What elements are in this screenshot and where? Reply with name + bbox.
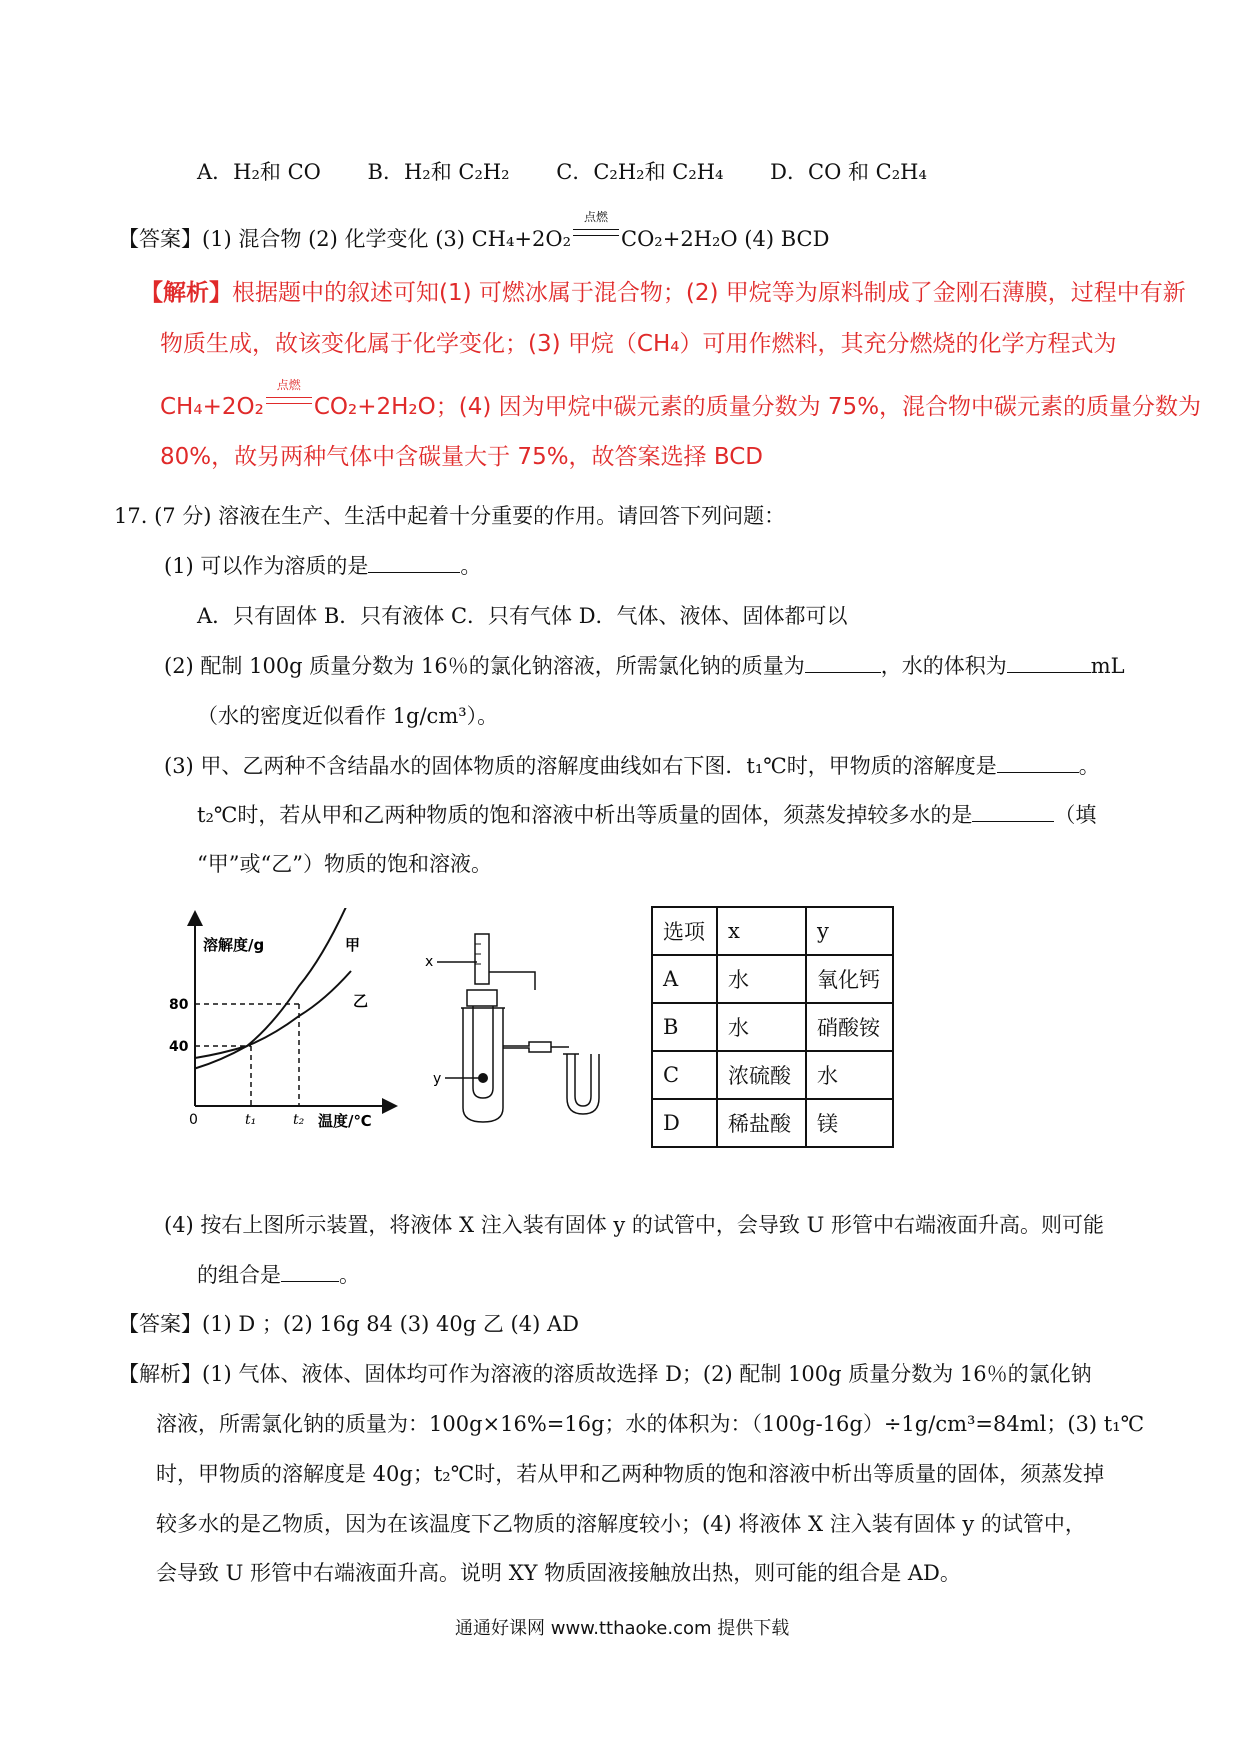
q17-part3-b	[197, 803, 1096, 828]
table-cell: 氧化钙	[806, 955, 893, 1003]
side-arm	[489, 972, 535, 990]
analysis-tag: 【解析】	[140, 280, 232, 306]
q16-answer	[118, 210, 830, 252]
reaction-condition: 点燃	[276, 378, 301, 392]
table-header-row	[652, 907, 893, 955]
table-cell: D	[652, 1099, 717, 1147]
table-row	[652, 1003, 893, 1051]
table-cell: 硝酸铵	[806, 1003, 893, 1051]
x-axis-label: 温度/℃	[318, 1112, 372, 1128]
answer-text-1: (1) 混合物 (2) 化学变化 (3) CH₄+2O₂	[202, 227, 572, 251]
answer-blank	[972, 803, 1054, 822]
answer-text: (1) D ；(2) 16g 84 (3) 40g 乙 (4) AD	[202, 1312, 579, 1336]
table-row	[652, 955, 893, 1003]
part1-end: 。	[460, 554, 482, 578]
q16-analysis-line-1	[140, 280, 1186, 308]
reaction-arrow	[571, 210, 621, 246]
table-cell: 镁	[806, 1099, 893, 1147]
y-axis-label: 溶解度/g	[203, 936, 265, 954]
q16-analysis-line-2: 物质生成，故该变化属于化学变化；(3) 甲烷（CH₄）可用作燃料，其充分燃烧的化学方程式为	[160, 331, 1117, 357]
q17-part3-c: “甲”或“乙”）物质的饱和溶液。	[197, 852, 492, 876]
answer-blank	[368, 554, 460, 573]
answer-text-2: CO₂+2H₂O (4) BCD	[621, 227, 830, 251]
answer-blank	[997, 754, 1079, 773]
dropper-funnel	[475, 934, 489, 984]
equation-left: CH₄+2O₂	[160, 394, 264, 420]
page-footer: 通通好课网 www.tthaoke.com 提供下载	[455, 1618, 790, 1639]
origin-label: 0	[189, 1112, 198, 1128]
u-tube	[567, 1054, 599, 1114]
q17-part4-b	[197, 1263, 360, 1288]
part2-text-a: (2) 配制 100g 质量分数为 16％的氯化钠溶液，所需氯化钠的质量为	[164, 654, 805, 678]
reaction-arrow	[264, 378, 314, 414]
x-label: x	[425, 954, 434, 970]
analysis-text: (1) 气体、液体、固体均可作为溶液的溶质故选择 D；(2) 配制 100g 质量分数为 16％的氯化钠	[202, 1362, 1092, 1386]
q16-analysis-line-3	[160, 378, 1202, 422]
q17-part3	[164, 754, 1100, 779]
table-cell: C	[652, 1051, 717, 1099]
q16-option-b: B．H₂和 C₂H₂	[367, 160, 510, 184]
y-tick-40: 40	[169, 1039, 189, 1055]
analysis-text: 根据题中的叙述可知(1) 可燃冰属于混合物；(2) 甲烷等为原料制成了金刚石薄膜，过程中有新	[232, 280, 1186, 306]
table-cell: 水	[717, 1003, 806, 1051]
outer-test-tube	[463, 1008, 503, 1122]
table-cell: 稀盐酸	[717, 1099, 806, 1147]
table-cell: B	[652, 1003, 717, 1051]
q17-analysis-line-3: 时，甲物质的溶解度是 40g；t₂℃时，若从甲和乙两种物质的饱和溶液中析出等质量的固体，须蒸发掉	[156, 1462, 1105, 1486]
x-tick-t1: t₁	[245, 1112, 257, 1128]
table-header-cell: 选项	[652, 907, 717, 955]
part1-text: (1) 可以作为溶质的是	[164, 554, 369, 578]
part4-end: 。	[339, 1263, 360, 1287]
series-label-yi: 乙	[353, 992, 369, 1010]
answer-blank	[281, 1263, 339, 1282]
part3-end-a: 。	[1078, 754, 1100, 778]
part4-text-b: 的组合是	[197, 1263, 281, 1287]
equation-right: CO₂+2H₂O；(4) 因为甲烷中碳元素的质量分数为 75%，混合物中碳元素的质量分数为	[313, 394, 1202, 420]
q17-part2	[164, 654, 1125, 679]
q16-options	[197, 160, 927, 185]
part3-end-b: （填	[1054, 803, 1097, 827]
q17-part4: (4) 按右上图所示装置，将液体 X 注入装有固体 y 的试管中，会导致 U 形管中右端液面升高。则可能	[164, 1213, 1104, 1237]
series-label-jia: 甲	[345, 936, 361, 954]
q17-analysis-line-5: 会导致 U 形管中右端液面升高。说明 XY 物质固液接触放出热，则可能的组合是 AD。	[156, 1561, 961, 1585]
part2-unit: mL	[1090, 654, 1125, 678]
q17-part1-options: A．只有固体 B．只有液体 C．只有气体 D．气体、液体、固体都可以	[197, 604, 848, 628]
reaction-condition: 点燃	[584, 210, 609, 224]
q17-analysis-line-4: 较多水的是乙物质，因为在该温度下乙物质的溶解度较小；(4) 将液体 X 注入装有固体 y 的试管中，	[156, 1512, 1086, 1536]
stopper	[467, 990, 497, 1006]
q17-part1	[164, 554, 481, 579]
q17-answer	[118, 1312, 579, 1337]
y-label: y	[433, 1071, 442, 1087]
table-cell: 浓硫酸	[717, 1051, 806, 1099]
q16-option-d: D．CO 和 C₂H₄	[770, 160, 927, 184]
q16-analysis-line-4: 80%，故另两种气体中含碳量大于 75%，故答案选择 BCD	[160, 444, 764, 470]
q17-analysis-line-2: 溶液，所需氯化钠的质量为：100g×16%=16g；水的体积为：（100g-16g）÷1g/cm³=84ml；(3) t₁℃	[156, 1412, 1145, 1436]
table-cell: A	[652, 955, 717, 1003]
answer-tag: 【答案】	[118, 1312, 202, 1336]
q16-option-c: C．C₂H₂和 C₂H₄	[556, 160, 724, 184]
q17-part2-note: （水的密度近似看作 1g/cm³）。	[197, 704, 499, 728]
table-cell: 水	[806, 1051, 893, 1099]
connector-tube	[503, 1042, 551, 1052]
solubility-chart	[165, 908, 405, 1128]
table-header-cell: y	[806, 907, 893, 955]
answer-blank	[1007, 654, 1091, 673]
answer-tag: 【答案】	[118, 227, 202, 251]
inner-test-tube	[473, 1006, 493, 1098]
answer-blank	[805, 654, 881, 673]
solid-y	[478, 1073, 488, 1083]
y-tick-80: 80	[169, 997, 189, 1013]
table-row	[652, 1099, 893, 1147]
part3-text-a: (3) 甲、乙两种不含结晶水的固体物质的溶解度曲线如右下图．t₁℃时，甲物质的溶解度是	[164, 754, 997, 778]
table-row	[652, 1051, 893, 1099]
q17-analysis-line-1	[118, 1362, 1092, 1387]
part3-text-b: t₂℃时，若从甲和乙两种物质的饱和溶液中析出等质量的固体，须蒸发掉较多水的是	[197, 803, 973, 827]
options-table	[651, 906, 894, 1148]
q17-stem: 17. (7 分) 溶液在生产、生活中起着十分重要的作用。请回答下列问题：	[114, 504, 786, 528]
apparatus-diagram	[425, 908, 625, 1128]
part2-text-b: ，水的体积为	[880, 654, 1007, 678]
solubility-curve-jia	[195, 908, 351, 1058]
equals-bars	[266, 397, 312, 404]
table-header-cell: x	[717, 907, 806, 955]
table-cell: 水	[717, 955, 806, 1003]
equals-bars	[573, 229, 619, 236]
x-tick-t2: t₂	[293, 1112, 305, 1128]
q16-option-a: A．H₂和 CO	[197, 160, 321, 184]
analysis-tag: 【解析】	[118, 1362, 202, 1386]
